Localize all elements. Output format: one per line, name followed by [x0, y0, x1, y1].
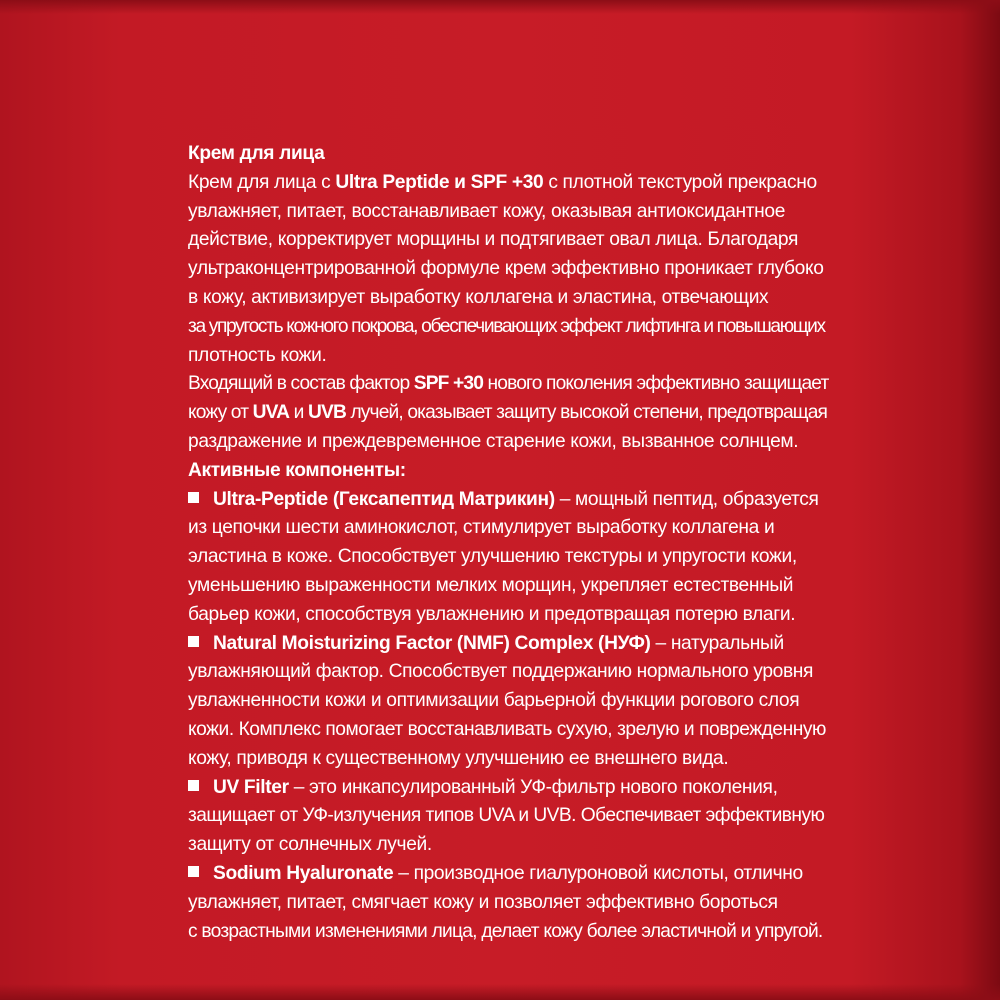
heading: Крем для лица: [188, 143, 325, 164]
component-uv-filter: UV Filter – это инкапсулированный УФ-фильтр нового поколения,: [188, 774, 828, 803]
bullet-square-icon: [188, 866, 199, 877]
component-line: защиту от солнечных лучей.: [188, 834, 432, 856]
component-line: увлажняющий фактор. Способствует поддержанию нормального уровня: [188, 661, 814, 683]
component-line: барьер кожи, способствуя увлажнению и предотвращая потерю влаги.: [188, 603, 796, 625]
spf-line: Входящий в состав фактор SPF +30 нового поколения эффективно защищает: [188, 373, 829, 395]
component-line: кожи. Комплекс помогает восстанавливать сухую, зрелую и поврежденную: [188, 718, 826, 740]
component-sodium-hyaluronate: Sodium Hyaluronate – производное гиалуроновой кислоты, отлично: [188, 860, 828, 889]
component-line: защищает от УФ-излучения типов UVA и UVB. Обеспечивает эффективную: [188, 805, 825, 827]
component-line: кожу, приводя к существенному улучшению ее внешнего вида.: [188, 747, 729, 769]
intro-line: Крем для лица с Ultra Peptide и SPF +30 с плотной текстурой прекрасно: [188, 171, 817, 193]
intro-line: в кожу, активизирует выработку коллагена и эластина, отвечающих: [188, 286, 769, 308]
bullet-square-icon: [188, 780, 199, 791]
intro-line: ультраконцентрированной формуле крем эффективно проникает глубоко: [188, 258, 824, 280]
intro-line: увлажняет, питает, восстанавливает кожу, оказывая антиоксидантное: [188, 200, 786, 222]
component-line: из цепочки шести аминокислот, стимулирует выработку коллагена и: [188, 517, 775, 539]
intro-line: действие, корректирует морщины и подтягивает овал лица. Благодаря: [188, 229, 799, 251]
component-line: эластина в коже. Способствует улучшению текстуры и упругости кожи,: [188, 546, 797, 568]
component-nmf: Natural Moisturizing Factor (NMF) Complex (НУФ) – натуральный: [188, 630, 828, 659]
intro-line: за упругость кожного покрова, обеспечивающих эффект лифтинга и повышающих: [188, 315, 825, 337]
component-line: увлажненности кожи и оптимизации барьерной функции рогового слоя: [188, 690, 800, 712]
component-ultra-peptide: Ultra-Peptide (Гексапептид Матрикин) – мощный пептид, образуется: [188, 486, 828, 515]
active-components-heading: Активные компоненты:: [188, 459, 406, 481]
product-description: [188, 140, 828, 946]
intro-line: плотность кожи.: [188, 344, 327, 366]
component-line: с возрастными изменениями лица, делает кожу более эластичной и упругой.: [188, 920, 823, 942]
bullet-square-icon: [188, 636, 199, 647]
component-line: уменьшению выраженности мелких морщин, укрепляет естественный: [188, 574, 794, 596]
component-line: увлажняет, питает, смягчает кожу и позволяет эффективно бороться: [188, 891, 778, 913]
spf-line: кожу от UVA и UVB лучей, оказывает защиту высокой степени, предотвращая: [188, 402, 828, 424]
bullet-square-icon: [188, 492, 199, 503]
spf-line: раздражение и преждевременное старение кожи, вызванное солнцем.: [188, 430, 799, 452]
